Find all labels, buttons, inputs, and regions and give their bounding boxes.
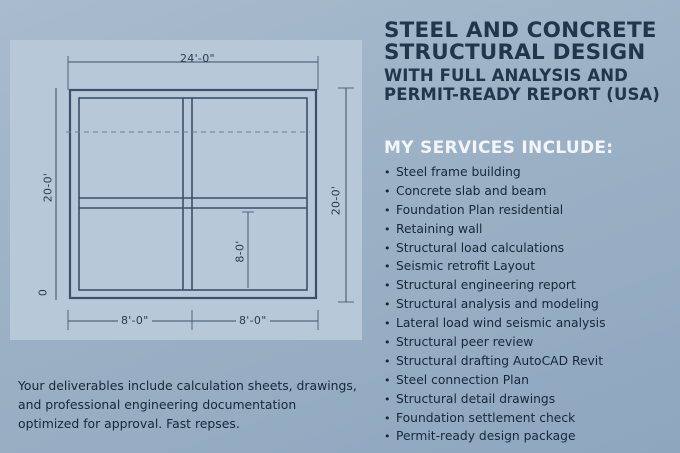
bullet-icon: • [384,411,391,425]
dimension-right-label: 20-0' [329,185,343,216]
service-item [384,333,606,352]
service-item-label: Seismic retrofit Layout [396,259,536,274]
bullet-icon: • [384,222,391,236]
outer-wall-inner [79,98,307,290]
deliverables-text: Your deliverables include calculation sheets, drawings, and professional engineering documentation optimized for approval. Fast repses. [18,378,357,431]
service-item [384,163,606,182]
service-item-label: Structural load calculations [396,240,565,255]
services-title: MY SERVICES INCLUDE: [384,138,614,158]
floor-plan-svg [10,40,362,340]
bullet-icon: • [384,241,391,255]
bullet-icon: • [384,203,391,217]
dimension-left-label: 20-0' [41,172,55,203]
service-item [384,427,606,446]
bullet-icon: • [384,336,391,350]
bullet-icon: • [384,260,391,274]
service-item [384,201,606,220]
service-item-label: Structural detail drawings [396,391,556,406]
dimension-bottom-left-label: 8'-0" [118,314,152,327]
bullet-icon: • [384,373,391,387]
service-item-label: Foundation settlement check [396,410,576,425]
headline-line-4: PERMIT-READY REPORT (USA) [384,84,660,104]
floor-plan-drawing [10,40,362,340]
bullet-icon: • [384,279,391,293]
bullet-icon: • [384,430,391,444]
bullet-icon: • [384,166,391,179]
service-item [384,220,606,239]
service-item [384,314,606,333]
service-item [384,390,606,409]
service-item-label: Permit-ready design package [396,429,576,444]
service-item [384,239,606,258]
service-item [384,409,606,428]
headline-line-1: STEEL AND CONCRETE [384,18,657,43]
service-item [384,182,606,201]
dimension-zero-label: 0 [36,288,50,297]
headline [384,20,674,103]
headline-line-3: WITH FULL ANALYSIS AND [384,65,628,85]
service-item-label: Steel connection Plan [396,372,529,387]
service-item-label: Lateral load wind seismic analysis [396,316,606,331]
bullet-icon: • [384,298,391,312]
headline-line-2: STRUCTURAL DESIGN [384,40,646,66]
service-item-label: Structural peer review [396,335,534,350]
services-list [384,163,606,446]
service-item [384,352,606,371]
outer-wall-outer [70,90,316,298]
bullet-icon: • [384,392,391,406]
service-item-label: Structural analysis and modeling [396,297,599,312]
service-item-label: Structural drafting AutoCAD Revit [396,353,604,368]
dimension-top-label: 24'-0" [180,52,215,65]
service-item-label: Foundation Plan residential [396,202,564,217]
service-item [384,371,606,390]
dimension-inner-label: 8-0' [233,240,247,263]
service-item [384,295,606,314]
bullet-icon: • [384,354,391,368]
service-item [384,257,606,276]
bullet-icon: • [384,184,391,198]
bullet-icon: • [384,317,391,331]
service-item-label: Retaining wall [396,221,483,236]
service-item-label: Concrete slab and beam [396,183,547,198]
service-item-label: Structural engineering report [396,278,576,293]
service-item-label: Steel frame building [396,165,521,179]
service-item [384,276,606,295]
dimension-bottom-right-label: 8'-0" [236,314,270,327]
